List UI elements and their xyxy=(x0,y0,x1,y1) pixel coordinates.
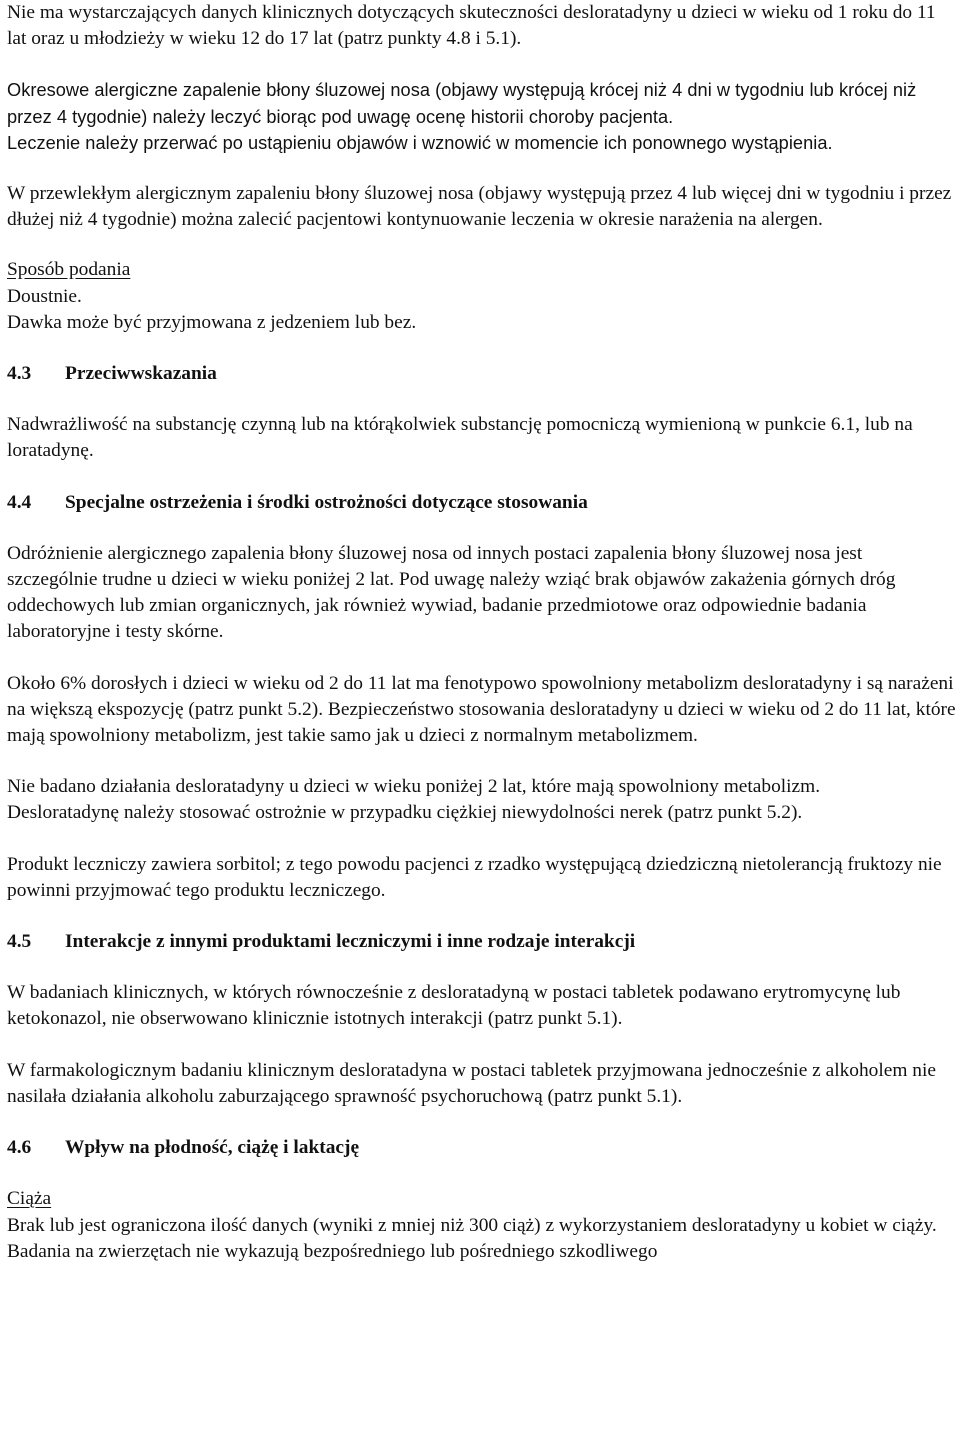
section-heading-4-3 xyxy=(7,361,957,387)
pregnancy-block xyxy=(7,1186,957,1265)
section-number: 4.3 xyxy=(7,363,32,385)
pregnancy-subtitle: Ciąża xyxy=(7,1188,52,1210)
section-title: Przeciwwskazania xyxy=(65,363,217,385)
paragraph-persistent-rhinitis: W przewlekłym alergicznym zapaleniu błony śluzowej nosa (objawy występują przez 4 lub więcej dni w tygodniu i przez dłużej niż 4 tygodnie) można zalecić pacjentowi kontynuowanie leczenia w okresie narażenia na alergen. xyxy=(7,183,952,231)
paragraph-clinical-data: Nie ma wystarczających danych klinicznych dotyczących skuteczności desloratadyny u dzieci w wieku od 1 roku do 11 lat oraz u młodzieży w wieku 12 do 17 lat (patrz punkty 4.8 i 5.1). xyxy=(7,2,936,50)
renal-block xyxy=(7,774,957,826)
section-heading-4-5 xyxy=(7,929,957,955)
section-title: Interakcje z innymi produktami leczniczymi i inne rodzaje interakcji xyxy=(65,931,636,953)
paragraph-erythromycin: W badaniach klinicznych, w których równocześnie z desloratadyną w postaci tabletek podawano erytromycynę lub ketokonazol, nie obserwowano klinicznie istotnych interakcji (patrz punkt 5.1). xyxy=(7,982,901,1030)
section-title: Wpływ na płodność, ciążę i laktację xyxy=(65,1137,360,1159)
paragraph-alcohol: W farmakologicznym badaniu klinicznym desloratadyna w postaci tabletek przyjmowana jednocześnie z alkoholem nie nasilała działania alkoholu zaburzającego sprawność psychoruchową (patrz punkt 5.1). xyxy=(7,1059,936,1107)
paragraph-under-2-years: Nie badano działania desloratadyny u dzieci w wieku poniżej 2 lat, które mają spowolniony metabolizm. xyxy=(7,776,821,798)
intermittent-rhinitis-block xyxy=(7,77,957,156)
administration-food: Dawka może być przyjmowana z jedzeniem lub bez. xyxy=(7,311,417,333)
paragraph-sorbitol: Produkt leczniczy zawiera sorbitol; z tego powodu pacjenci z rzadko występującą dziedziczną nietolerancją fruktozy nie powinni przyjmować tego produktu leczniczego. xyxy=(7,853,942,901)
section-number: 4.6 xyxy=(7,1137,32,1159)
paragraph-stop-treatment: Leczenie należy przerwać po ustąpieniu objawów i wznowić w momencie ich ponownego wystąpienia. xyxy=(7,132,833,153)
administration-title: Sposób podania xyxy=(7,259,131,281)
administration-route: Doustnie. xyxy=(7,285,82,307)
document-page xyxy=(7,0,957,1265)
paragraph-contraindications: Nadwrażliwość na substancję czynną lub na którąkolwiek substancję pomocniczą wymienioną w punkcie 6.1, lub na loratadynę. xyxy=(7,414,913,462)
section-heading-4-6 xyxy=(7,1135,957,1161)
paragraph-intermittent-rhinitis: Okresowe alergiczne zapalenie błony śluzowej nosa (objawy występują krócej niż 4 dni w tygodniu lub krócej niż przez 4 tygodnie) należy leczyć biorąc pod uwagę ocenę historii choroby pacjenta. xyxy=(7,80,917,127)
section-title: Specjalne ostrzeżenia i środki ostrożności dotyczące stosowania xyxy=(65,491,588,513)
paragraph-renal-impairment: Desloratadynę należy stosować ostrożnie w przypadku ciężkiej niewydolności nerek (patrz punkt 5.2). xyxy=(7,802,803,824)
administration-block xyxy=(7,257,957,336)
section-number: 4.5 xyxy=(7,931,32,953)
paragraph-poor-metabolizers: Około 6% dorosłych i dzieci w wieku od 2 do 11 lat ma fenotypowo spowolniony metabolizm desloratadyny i są narażeni na większą ekspozycję (patrz punkt 5.2). Bezpieczeństwo stosowania desloratadyny u dzieci w wieku od 2 do 11 lat, które mają spowolniony metabolizm, jest takie samo jak u dzieci z normalnym metabolizmem. xyxy=(7,672,956,747)
paragraph-pregnancy: Brak lub jest ograniczona ilość danych (wyniki z mniej niż 300 ciąż) z wykorzystaniem desloratadyny u kobiet w ciąży. Badania na zwierzętach nie wykazują bezpośredniego lub pośredniego szkodliwego xyxy=(7,1214,937,1262)
section-heading-4-4 xyxy=(7,490,957,516)
section-number: 4.4 xyxy=(7,491,32,513)
paragraph-differentiation: Odróżnienie alergicznego zapalenia błony śluzowej nosa od innych postaci zapalenia błony śluzowej nosa jest szczególnie trudne u dzieci w wieku poniżej 2 lat. Pod uwagę należy wziąć brak objawów zakażenia górnych dróg oddechowych lub zmian organicznych, jak również wywiad, badanie przedmiotowe oraz odpowiednie badania laboratoryjne i testy skórne. xyxy=(7,542,896,643)
